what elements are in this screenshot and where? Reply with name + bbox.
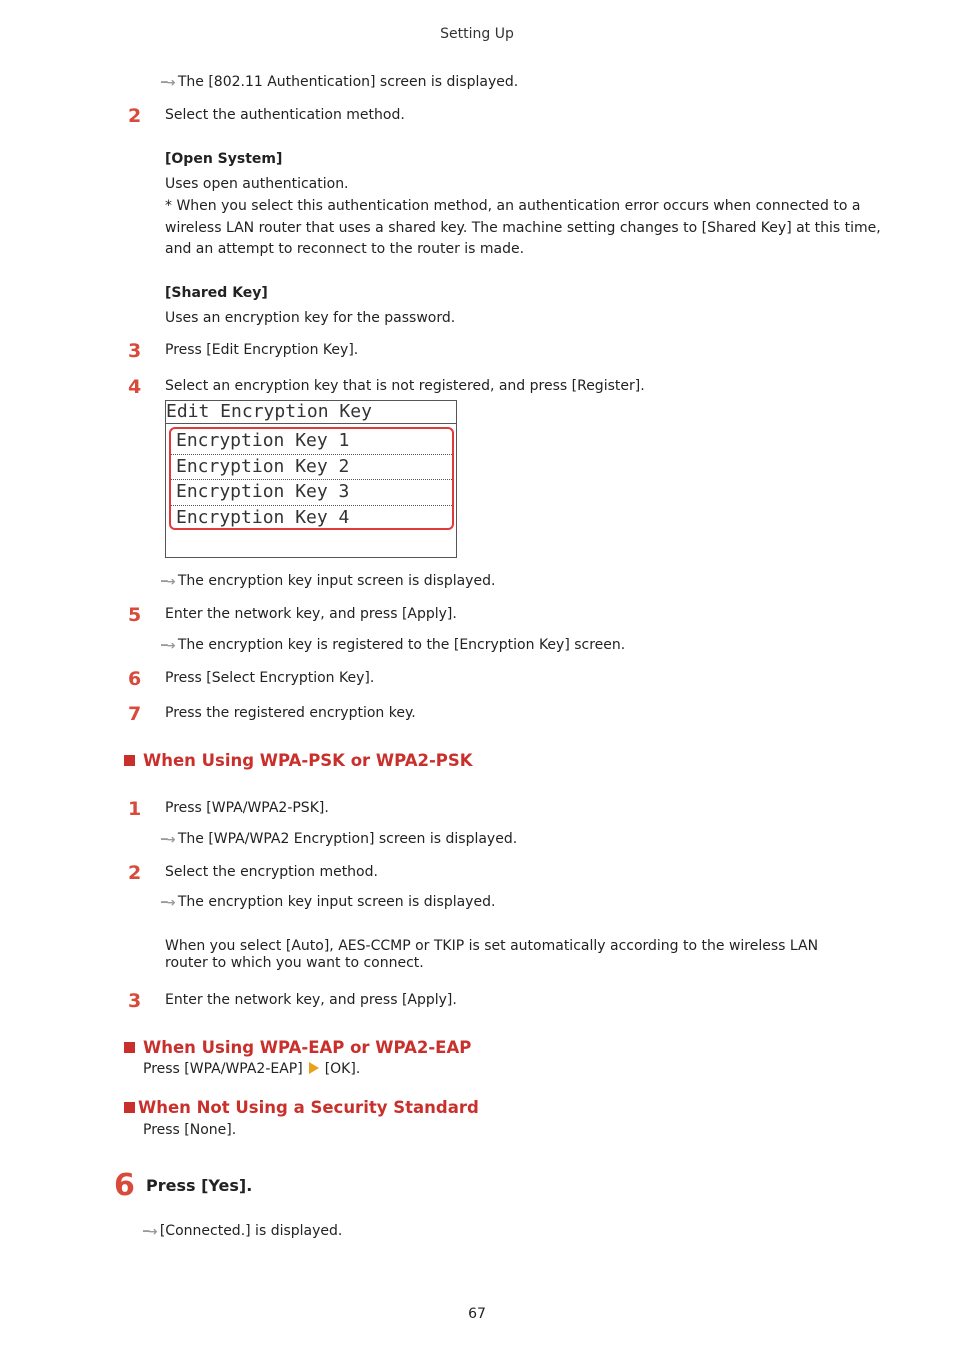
step-text: Press the registered encryption key. bbox=[165, 705, 416, 721]
result-text: The encryption key is registered to the [Encryption Key] screen. bbox=[177, 637, 626, 653]
step-text: Select the encryption method. bbox=[165, 864, 378, 880]
next-arrow-icon bbox=[309, 1062, 319, 1074]
result-line bbox=[161, 637, 625, 653]
step-number: 7 bbox=[128, 703, 142, 725]
result-text: The encryption key input screen is displayed. bbox=[177, 894, 496, 910]
step-number: 1 bbox=[128, 798, 142, 820]
lcd-item-encryption-key-2[interactable]: Encryption Key 2 bbox=[171, 455, 452, 481]
section-heading-text: When Using WPA-PSK or WPA2-PSK bbox=[143, 751, 473, 770]
result-arrow-icon: ━➜ bbox=[143, 1225, 157, 1238]
result-text: The [802.11 Authentication] screen is displayed. bbox=[177, 74, 519, 90]
lcd-screen-edit-encryption-key bbox=[165, 400, 457, 558]
result-arrow-icon: ━➜ bbox=[161, 76, 175, 89]
option-desc-open-system: Uses open authentication. bbox=[165, 176, 349, 192]
page-number: 67 bbox=[468, 1306, 486, 1322]
step-number: 3 bbox=[128, 990, 142, 1012]
step-number: 2 bbox=[128, 105, 142, 127]
option-title-open-system: [Open System] bbox=[165, 151, 283, 167]
step-number: 5 bbox=[128, 604, 142, 626]
result-arrow-icon: ━➜ bbox=[161, 575, 175, 588]
bullet-square-icon bbox=[124, 755, 135, 766]
main-step-number: 6 bbox=[114, 1168, 135, 1203]
result-text: The [WPA/WPA2 Encryption] screen is displayed. bbox=[177, 831, 518, 847]
bullet-square-icon bbox=[124, 1042, 135, 1053]
result-text: [Connected.] is displayed. bbox=[159, 1223, 343, 1239]
lcd-title: Edit Encryption Key bbox=[166, 401, 456, 424]
instruction-text: Press [WPA/WPA2-EAP] bbox=[143, 1061, 303, 1077]
step-text: Press [WPA/WPA2-PSK]. bbox=[165, 800, 329, 816]
instruction-text: Press [None]. bbox=[143, 1122, 237, 1138]
page-header: Setting Up bbox=[440, 26, 514, 42]
step-number: 3 bbox=[128, 340, 142, 362]
option-title-shared-key: [Shared Key] bbox=[165, 285, 268, 301]
lcd-item-encryption-key-3[interactable]: Encryption Key 3 bbox=[171, 480, 452, 506]
result-arrow-icon: ━➜ bbox=[161, 896, 175, 909]
lcd-item-encryption-key-4[interactable]: Encryption Key 4 bbox=[176, 506, 350, 528]
step-text: Enter the network key, and press [Apply]. bbox=[165, 606, 457, 622]
section-heading-wpa-eap bbox=[124, 1038, 471, 1057]
step-text: Press [Edit Encryption Key]. bbox=[165, 342, 359, 358]
instruction-text: [OK]. bbox=[324, 1061, 361, 1077]
section-heading-text: When Using WPA-EAP or WPA2-EAP bbox=[143, 1038, 472, 1057]
option-desc-shared-key: Uses an encryption key for the password. bbox=[165, 310, 456, 326]
result-line bbox=[161, 573, 495, 589]
result-line bbox=[161, 74, 518, 90]
step-number: 4 bbox=[128, 376, 142, 398]
result-arrow-icon: ━➜ bbox=[161, 639, 175, 652]
option-note-open-system: * When you select this authentication method, an authentication error occurs when connected to a wireless LAN router that uses a shared key. The machine setting changes to [Shared Key] at this time, and an attempt to reconnect to the router is made. bbox=[165, 198, 881, 257]
bullet-square-icon bbox=[124, 1102, 135, 1113]
step-number: 6 bbox=[128, 668, 142, 690]
result-line bbox=[161, 894, 495, 910]
result-arrow-icon: ━➜ bbox=[161, 833, 175, 846]
step-text: Select the authentication method. bbox=[165, 107, 405, 123]
result-line bbox=[161, 831, 517, 847]
lcd-item-encryption-key-1[interactable]: Encryption Key 1 bbox=[171, 429, 452, 455]
step-text: Enter the network key, and press [Apply]. bbox=[165, 992, 457, 1008]
instruction-line bbox=[143, 1061, 360, 1077]
section-heading-text: When Not Using a Security Standard bbox=[138, 1098, 479, 1117]
section-heading-no-security bbox=[124, 1098, 479, 1117]
step-number: 2 bbox=[128, 862, 142, 884]
result-text: The encryption key input screen is displayed. bbox=[177, 573, 496, 589]
step-text: Select an encryption key that is not registered, and press [Register]. bbox=[165, 378, 645, 394]
result-line bbox=[143, 1223, 342, 1239]
step-text: Press [Select Encryption Key]. bbox=[165, 670, 375, 686]
lcd-key-list bbox=[169, 427, 454, 530]
section-heading-wpa-psk bbox=[124, 751, 473, 770]
note-text: When you select [Auto], AES-CCMP or TKIP is set automatically according to the wireless LAN router to which you want to connect. bbox=[165, 938, 819, 971]
main-step-text: Press [Yes]. bbox=[146, 1176, 253, 1195]
